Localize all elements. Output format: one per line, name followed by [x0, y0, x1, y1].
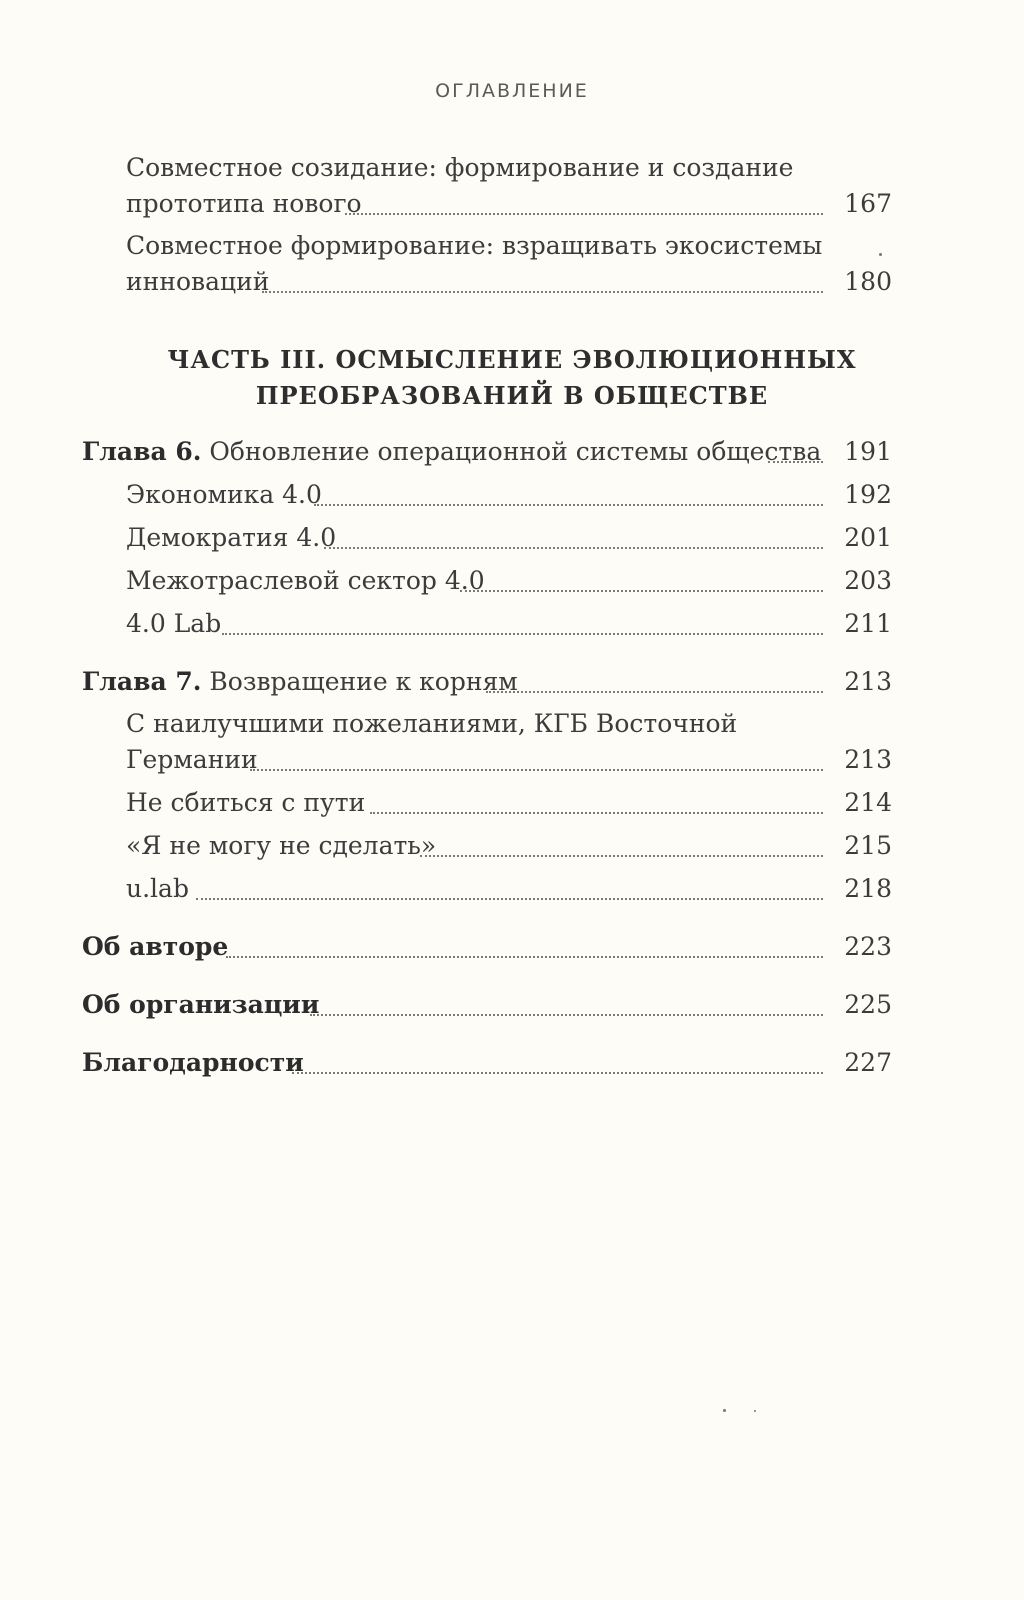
dot-leader [768, 461, 823, 463]
dot-leader [324, 547, 823, 549]
toc-entry-text: инноваций [126, 267, 270, 296]
page-number: 213 [844, 667, 892, 696]
section-title: Германии [126, 745, 258, 774]
page-number: 211 [844, 609, 892, 638]
chapter-label: Глава 7. [82, 667, 202, 696]
page-number: 223 [844, 932, 892, 961]
section-entry[interactable] [0, 785, 1024, 821]
section-title: Межотраслевой сектор 4.0 [126, 566, 485, 595]
dot-leader [486, 691, 823, 693]
page-number: 180 [844, 267, 892, 296]
part-heading-line1: ЧАСТЬ III. ОСМЫСЛЕНИЕ ЭВОЛЮЦИОННЫХ [167, 345, 857, 374]
paper-speck [723, 1409, 726, 1412]
page-number: 227 [844, 1048, 892, 1077]
chapter-label: Глава 6. [82, 437, 202, 466]
section-title: «Я не могу не сделать» [126, 831, 437, 860]
paper-speck [879, 253, 882, 256]
dot-leader [292, 1072, 823, 1074]
section-entry-line1 [0, 706, 1024, 742]
toc-entry-text: Совместное формирование: взращивать экосистемы [126, 231, 823, 260]
section-title: Не сбиться с пути [126, 788, 366, 817]
chapter-entry[interactable] [0, 434, 1024, 470]
dot-leader [226, 956, 823, 958]
section-entry[interactable] [0, 563, 1024, 599]
dot-leader [345, 213, 823, 215]
dot-leader [196, 898, 823, 900]
toc-entry-text: Совместное созидание: формирование и создание [126, 153, 794, 182]
page-number: 214 [844, 788, 892, 817]
section-title: Экономика 4.0 [126, 480, 322, 509]
part-heading-line2: ПРЕОБРАЗОВАНИЙ В ОБЩЕСТВЕ [255, 381, 769, 410]
dot-leader [370, 812, 823, 814]
dot-leader [460, 590, 823, 592]
page-number: 192 [844, 480, 892, 509]
toc-entry-line1 [0, 228, 1024, 264]
section-entry[interactable] [0, 606, 1024, 642]
page-number: 213 [844, 745, 892, 774]
page-number: 203 [844, 566, 892, 595]
section-title: Демократия 4.0 [126, 523, 337, 552]
back-matter-entry[interactable] [0, 1045, 1024, 1081]
dot-leader [420, 855, 823, 857]
section-entry[interactable] [0, 871, 1024, 907]
section-title: С наилучшими пожеланиями, КГБ Восточной [126, 709, 738, 738]
dot-leader [310, 1014, 823, 1016]
page-number: 191 [844, 437, 892, 466]
chapter-title: Обновление операционной системы общества [209, 437, 822, 466]
section-title: u.lab [126, 874, 189, 903]
page-number: 215 [844, 831, 892, 860]
back-matter-title: Об организации [82, 990, 320, 1019]
dot-leader [262, 291, 823, 293]
paper-speck [754, 1410, 756, 1412]
dot-leader [222, 633, 823, 635]
back-matter-title: Благодарности [82, 1048, 304, 1077]
back-matter-entry[interactable] [0, 987, 1024, 1023]
page-number: 167 [844, 189, 892, 218]
back-matter-title: Об авторе [82, 932, 229, 961]
section-entry[interactable] [0, 828, 1024, 864]
chapter-entry[interactable] [0, 664, 1024, 700]
section-entry[interactable] [0, 520, 1024, 556]
chapter-title: Возвращение к корням [209, 667, 518, 696]
section-entry[interactable] [0, 477, 1024, 513]
toc-entry[interactable] [0, 186, 1024, 222]
section-title: 4.0 Lab [126, 609, 222, 638]
toc-entry-line1 [0, 150, 1024, 186]
dot-leader [250, 769, 823, 771]
toc-entry-text: прототипа нового [126, 189, 362, 218]
back-matter-entry[interactable] [0, 929, 1024, 965]
page-number: 225 [844, 990, 892, 1019]
page-number: 201 [844, 523, 892, 552]
toc-entry[interactable] [0, 264, 1024, 300]
section-entry[interactable] [0, 742, 1024, 778]
running-head: ОГЛАВЛЕНИЕ [435, 80, 589, 102]
page-number: 218 [844, 874, 892, 903]
dot-leader [314, 504, 823, 506]
